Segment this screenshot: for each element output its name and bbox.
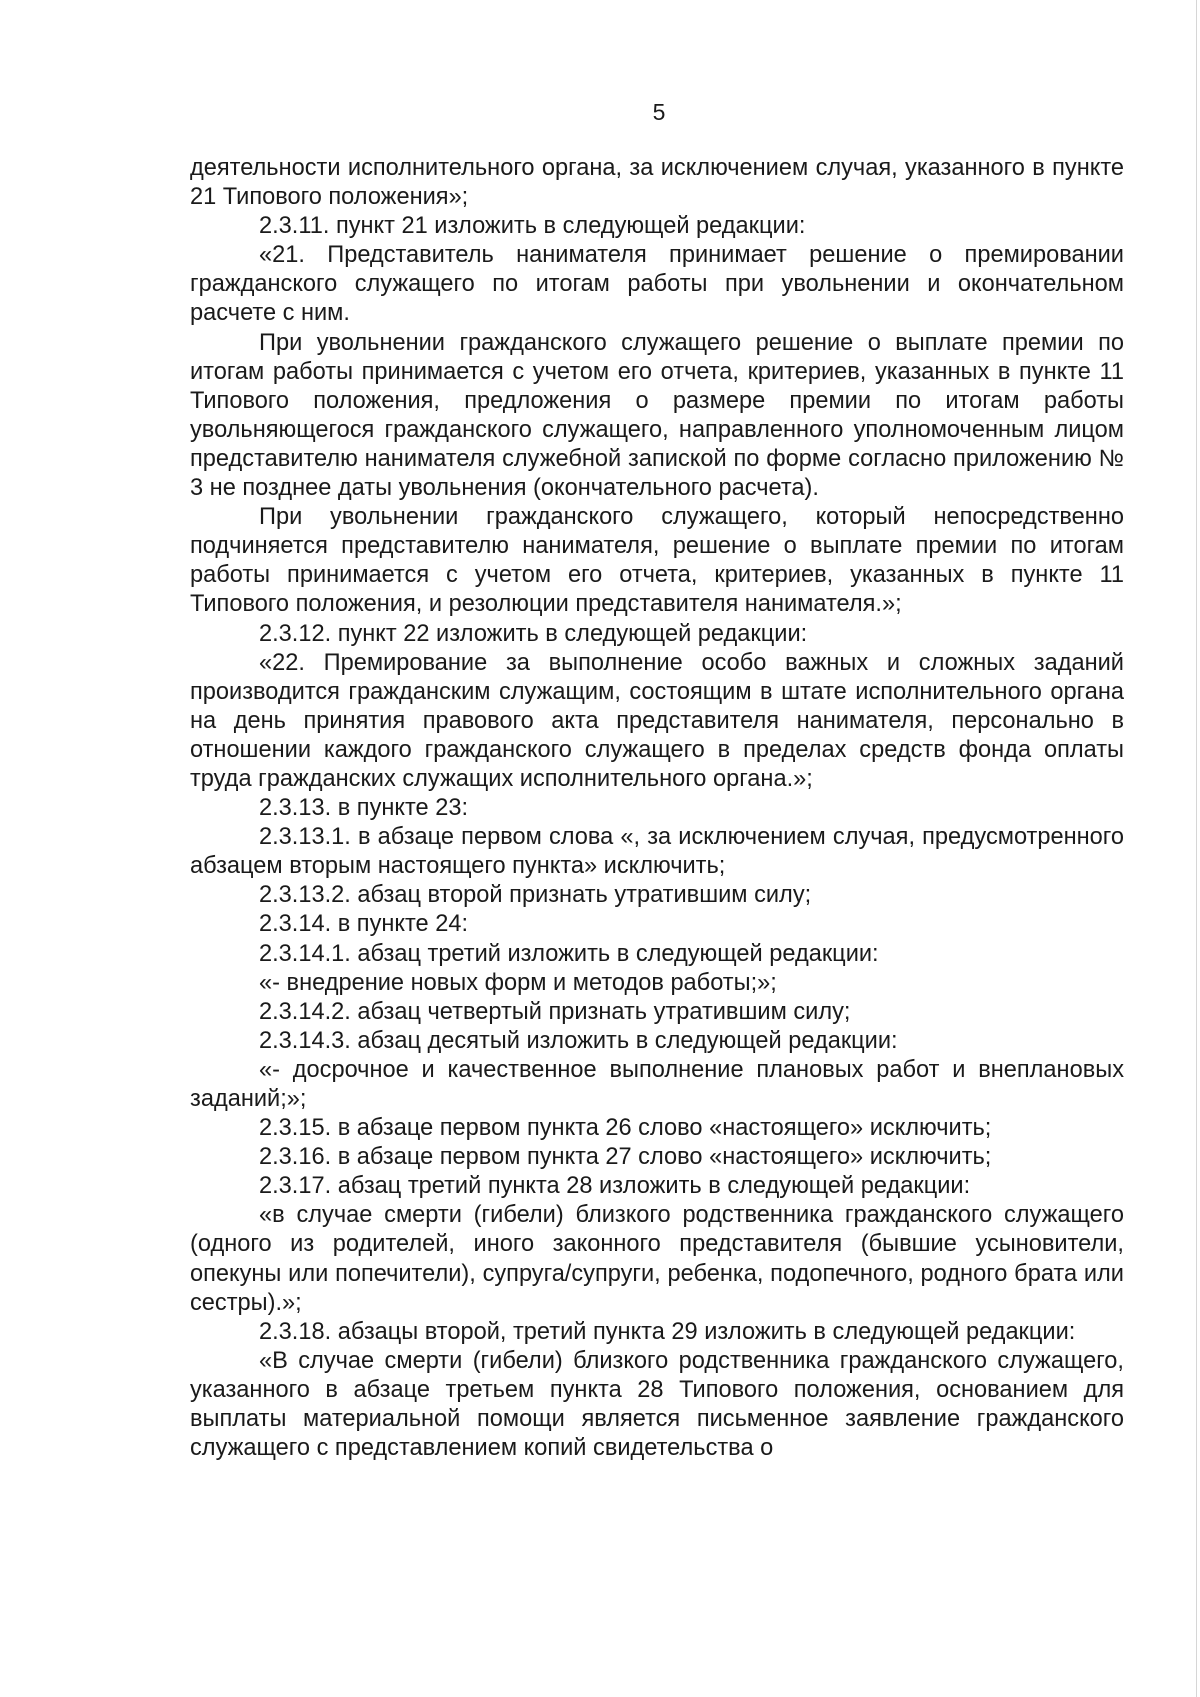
paragraph-item-22: «22. Премирование за выполнение особо важных и сложных заданий производится гражданским служащим, состоящим в штате исполнительного органа на день принятия правового акта представителя нанимателя, персонально в отношении каждого гражданского служащего в пределах средств фонда оплаты труда гражданских служащих исполнительного органа.»; <box>190 649 1124 792</box>
paragraph-2-3-18: 2.3.18. абзацы второй, третий пункта 29 изложить в следующей редакции: <box>259 1318 1076 1345</box>
paragraph-early-completion: «- досрочное и качественное выполнение плановых работ и внеплановых заданий;»; <box>190 1056 1124 1112</box>
paragraph-continuation: деятельности исполнительного органа, за исключением случая, указанного в пункте 21 Типового положения»; <box>190 155 1124 211</box>
paragraph-2-3-14-1: 2.3.14.1. абзац третий изложить в следующей редакции: <box>259 940 879 967</box>
paragraph-dismissal-bonus: При увольнении гражданского служащего решение о выплате премии по итогам работы принимается с учетом его отчета, критериев, указанных в пункте 11 Типового положения, предложения о размере премии по итогам работы увольняющегося гражданского служащего, направленного уполномоченным лицом представителю нанимателя служебной запиской по форме согласно приложению № 3 не позднее даты увольнения (окончательного расчета). <box>190 329 1124 502</box>
paragraph-relative-death: «в случае смерти (гибели) близкого родственника гражданского служащего (одного из родителей, иного законного представителя (бывшие усыновители, опекуны или попечители), супруга/супруги, ребенка, подопечного, родного брата или сестры).»; <box>190 1202 1124 1316</box>
paragraph-2-3-13-1: 2.3.13.1. в абзаце первом слова «, за исключением случая, предусмотренного абзацем вторым настоящего пункта» исключить; <box>190 824 1124 880</box>
page-number: 5 <box>652 99 666 125</box>
paragraph-dismissal-direct-report: При увольнении гражданского служащего, который непосредственно подчиняется представителю нанимателя, решение о выплате премии по итогам работы принимается с учетом его отчета, критериев, указанных в пункте 11 Типового положения, и резолюции представителя нанимателя.»; <box>190 504 1124 618</box>
paragraph-2-3-15: 2.3.15. в абзаце первом пункта 26 слово «настоящего» исключить; <box>259 1115 992 1142</box>
page-edge-line <box>1196 0 1197 1697</box>
paragraph-material-aid: «В случае смерти (гибели) близкого родственника гражданского служащего, указанного в абзаце третьем пункта 28 Типового положения, основанием для выплаты материальной помощи является письменное заявление гражданского служащего с представлением копий свидетельства о <box>190 1347 1124 1462</box>
paragraph-new-methods: «- внедрение новых форм и методов работы;»; <box>259 969 777 996</box>
paragraph-2-3-11: 2.3.11. пункт 21 изложить в следующей редакции: <box>259 213 806 240</box>
paragraph-2-3-12: 2.3.12. пункт 22 изложить в следующей редакции: <box>259 620 808 647</box>
paragraph-2-3-13-2: 2.3.13.2. абзац второй признать утратившим силу; <box>259 882 812 909</box>
paragraph-2-3-17: 2.3.17. абзац третий пункта 28 изложить в следующей редакции: <box>259 1173 971 1200</box>
paragraph-item-21: «21. Представитель нанимателя принимает решение о премировании гражданского служащего по итогам работы при увольнении и окончательном расчете с ним. <box>190 242 1124 327</box>
paragraph-2-3-14-3: 2.3.14.3. абзац десятый изложить в следующей редакции: <box>259 1027 898 1054</box>
paragraph-2-3-16: 2.3.16. в абзаце первом пункта 27 слово «настоящего» исключить; <box>259 1144 992 1171</box>
paragraph-2-3-14-2: 2.3.14.2. абзац четвертый признать утратившим силу; <box>259 998 851 1025</box>
paragraph-2-3-13: 2.3.13. в пункте 23: <box>259 795 469 822</box>
paragraph-2-3-14: 2.3.14. в пункте 24: <box>259 911 469 938</box>
document-body <box>190 154 1124 1463</box>
